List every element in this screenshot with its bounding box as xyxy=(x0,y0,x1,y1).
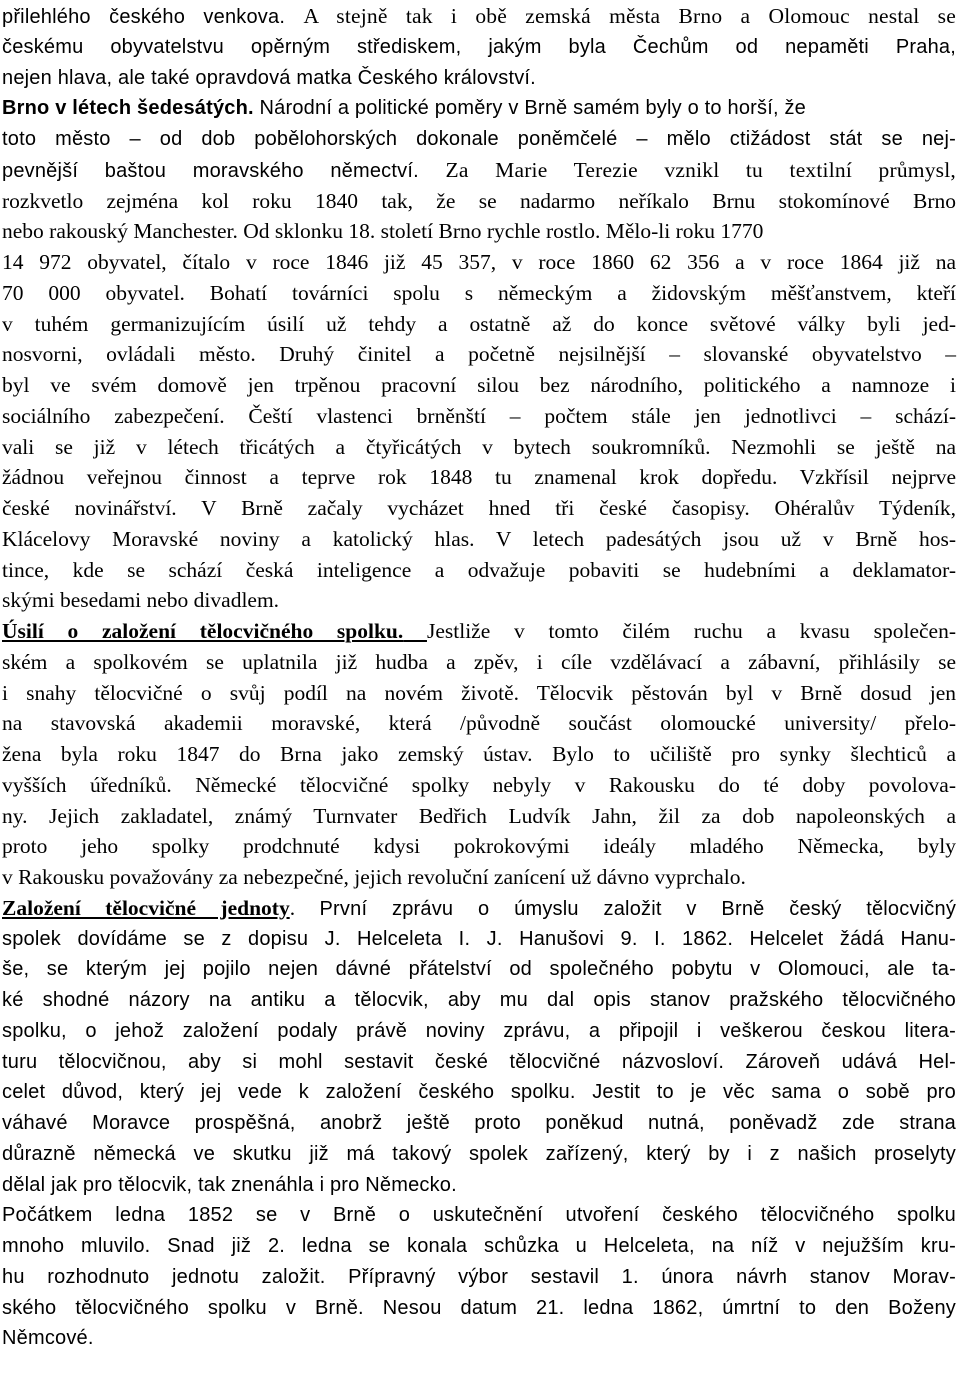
text-segment: dělal jak pro tělocvik, tak znenáhla i pro Německo. xyxy=(2,1173,457,1196)
text-segment: rozkvetlo zejména kol roku 1840 tak, že se nadarmo neříkalo Brnu stokomínové Brno xyxy=(2,188,956,213)
text-segment: přilehlého českého venkova. xyxy=(2,6,304,28)
text-segment: . xyxy=(289,895,320,920)
text-line xyxy=(2,462,956,492)
text-segment: První zprávu o úmyslu založit v Brně český tělocvičný xyxy=(319,897,957,920)
text-segment: české novinářství. V Brně začaly vycházet hned tři české časopisy. Ohéralův Týdeník, xyxy=(2,496,956,520)
text-segment: na stavovská akademii moravské, která /původně součást olomoucké university/ přelo- xyxy=(2,711,956,736)
text-line xyxy=(2,124,956,154)
text-segment: žena byla roku 1847 do Brna jako zemský ústav. Bylo to učiliště pro synky šlechticů a xyxy=(2,742,956,766)
text-segment: nosvorni, ovládali město. Druhý činitel a početně nejsilnější – slovanské obyvatelstvo – xyxy=(2,342,956,367)
text-segment: ského tělocvičného spolku v Brně. Nesou datum 21. ledna 1862, úmrtní to den Boženy xyxy=(2,1296,956,1319)
text-segment: Klácelovy Moravské noviny a katolický hlas. V letech padesátých jsou už v Brně hos- xyxy=(2,526,956,551)
text-line xyxy=(2,862,956,892)
text-line xyxy=(2,831,956,861)
text-line xyxy=(2,893,956,923)
text-segment: Úsilí o založení tělocvičného spolku. xyxy=(2,619,404,643)
text-segment: še, se kterým jej pojilo nejen dávné přátelství od společného pobytu v Olomouci, ale ta- xyxy=(2,958,956,981)
text-line xyxy=(2,647,956,677)
text-segment: ny. Jejich zakladatel, známý Turnvater Bedřich Ludvík Jahn, žil za dob napoleonských a xyxy=(2,803,956,828)
text-line xyxy=(2,1262,956,1292)
text-line xyxy=(2,216,956,246)
text-segment: 70 000 obyvatel. Bohatí továrníci spolu s německým a židovským měšťanstvem, kteří xyxy=(2,280,956,305)
text-line xyxy=(2,708,956,738)
text-line xyxy=(2,432,956,462)
text-line xyxy=(2,739,956,769)
text-line xyxy=(2,278,956,308)
text-line xyxy=(2,1,956,31)
text-segment: v Rakousku považovány za nebezpečné, jejich revoluční zanícení už dávno vyprchalo. xyxy=(2,865,746,889)
text-line xyxy=(2,524,956,554)
text-segment: A stejně tak i obě zemská města Brno a Olomouc nestal se xyxy=(303,4,956,28)
text-line xyxy=(2,770,956,800)
text-segment: Jestliže v tomto čilém ruchu a kvasu společen- xyxy=(426,619,956,643)
text-segment: 14 972 obyvatel, čítalo v roce 1846 již 45 357, v roce 1860 62 356 a v roce 1864 již na xyxy=(2,250,956,274)
text-segment: hu rozhodnuto jednotu založit. Přípravný výbor sestavil 1. února návrh stanov Morav- xyxy=(2,1265,956,1288)
text-line xyxy=(2,186,956,216)
text-segment: Počátkem ledna 1852 se v Brně o uskutečnění utvoření českého tělocvičného spolku xyxy=(2,1204,956,1227)
text-line xyxy=(2,678,956,708)
text-line xyxy=(2,493,956,523)
text-line xyxy=(2,985,956,1015)
text-segment: Založení tělocvičné jednoty xyxy=(2,895,290,920)
text-line xyxy=(2,1016,956,1046)
text-line xyxy=(2,954,956,984)
text-line xyxy=(2,924,956,954)
text-segment: spolek dovídáme se z dopisu J. Helceleta I. J. Hanušovi 9. I. 1862. Helcelet žádá Hanu- xyxy=(2,927,956,950)
text-segment: ké shodné názory na antiku a tělocvik, aby mu dal opis stanov pražského tělocvičného xyxy=(2,989,956,1011)
text-line xyxy=(2,401,956,431)
text-line xyxy=(2,801,956,831)
text-segment: pevnější baštou moravského němectví. xyxy=(2,159,446,182)
text-segment: v tuhém germanizujícím úsilí už tehdy a ostatně až do konce světové války byli jed- xyxy=(2,311,956,336)
text-line xyxy=(2,155,956,185)
text-segment: ském a spolkovém se uplatnila již hudba a zpěv, i cíle vzdělávací a zábavní, přihlásily se xyxy=(2,649,956,674)
text-segment: skými besedami nebo divadlem. xyxy=(2,588,280,613)
text-line xyxy=(2,1231,956,1261)
text-segment: turu tělocvičnou, aby si mohl sestavit české tělocvičné názvosloví. Zároveň udává Hel- xyxy=(2,1050,956,1073)
text-segment: Brno v létech šedesátých. xyxy=(2,97,260,120)
text-line xyxy=(2,247,956,277)
text-segment: Národní a politické poměry v Brně samém byly o to horší, že xyxy=(259,97,806,120)
text-line xyxy=(2,616,956,646)
text-line xyxy=(2,1170,956,1200)
text-segment: proto jeho spolky prodchnuté kdysi pokrokovými ideály mladého Německa, byly xyxy=(2,834,956,859)
text-line xyxy=(2,63,956,93)
text-line xyxy=(2,1293,956,1323)
text-line xyxy=(2,1047,956,1077)
text-segment: byl ve svém domově jen trpěnou pracovní silou bez národního, politického a namnoze i xyxy=(2,373,956,397)
text-segment: sociálního zabezpečení. Čeští vlastenci brněnští – počtem stále jen jednotlivci – schází- xyxy=(2,403,956,428)
text-line xyxy=(2,370,956,400)
text-segment: celet důvod, který jej vede k založení českého spolku. Jestit to je věc sama o sobě pro xyxy=(2,1081,956,1104)
text-segment: spolku, o jehož založení podaly právě noviny zprávu, a připojil i veškerou českou litera- xyxy=(2,1019,956,1042)
text-line xyxy=(2,1323,956,1353)
text-segment: vyšších úředníků. Německé tělocvičné spolky nebyly v Rakousku do té doby povolova- xyxy=(2,772,956,797)
text-segment: důrazně německá ve skutku již má takový spolek zařízený, který by i z našich proselyty xyxy=(2,1142,956,1165)
text-segment: vali se již v létech třicátých a čtyřicátých v bytech soukromníků. Nezmohli se ještě na xyxy=(2,434,956,459)
text-segment: mnoho mluvilo. Snad již 2. ledna se konala schůzka u Helceleta, na níž v nejužším kru- xyxy=(2,1235,956,1257)
text-segment: toto město – od dob pobělohorských dokonale poněmčelé – mělo ctižádost stát se nej- xyxy=(2,128,956,150)
text-segment: žádnou veřejnou činnost a teprve rok 1848 tu znamenal krok dopředu. Vzkřísil nejprve xyxy=(2,465,956,490)
text-segment: tince, kde se schází česká inteligence a odvažuje pobaviti se hudebními a deklamator- xyxy=(2,557,956,582)
text-segment: váhavé Moravce prospěšná, anobrž ještě proto poněkud nutná, poněvadž zde strana xyxy=(2,1112,956,1134)
text-line xyxy=(2,1139,956,1169)
text-line xyxy=(2,585,956,615)
text-segment: nejen hlava, ale také opravdová matka Českého království. xyxy=(2,66,536,89)
text-line xyxy=(2,309,956,339)
text-line xyxy=(2,1108,956,1138)
text-line xyxy=(2,339,956,369)
text-line xyxy=(2,93,956,123)
text-segment: nebo rakouský Manchester. Od sklonku 18. století Brno rychle rostlo. Mělo-li roku 1770 xyxy=(2,219,764,244)
text-segment: i snahy tělocvičné o svůj podíl na novém životě. Tělocvik pěstován byl v Brně dosud jen xyxy=(2,680,956,705)
text-line xyxy=(2,1200,956,1230)
text-segment: Za Marie Terezie vznikl tu textilní průmysl, xyxy=(445,157,956,182)
text-line xyxy=(2,1077,956,1107)
text-line xyxy=(2,32,956,62)
text-segment: Němcové. xyxy=(2,1327,94,1350)
text-segment xyxy=(403,619,427,643)
text-line xyxy=(2,555,956,585)
text-segment: českému obyvatelstvu opěrným střediskem, jakým byla Čechům od nepaměti Praha, xyxy=(2,35,956,58)
